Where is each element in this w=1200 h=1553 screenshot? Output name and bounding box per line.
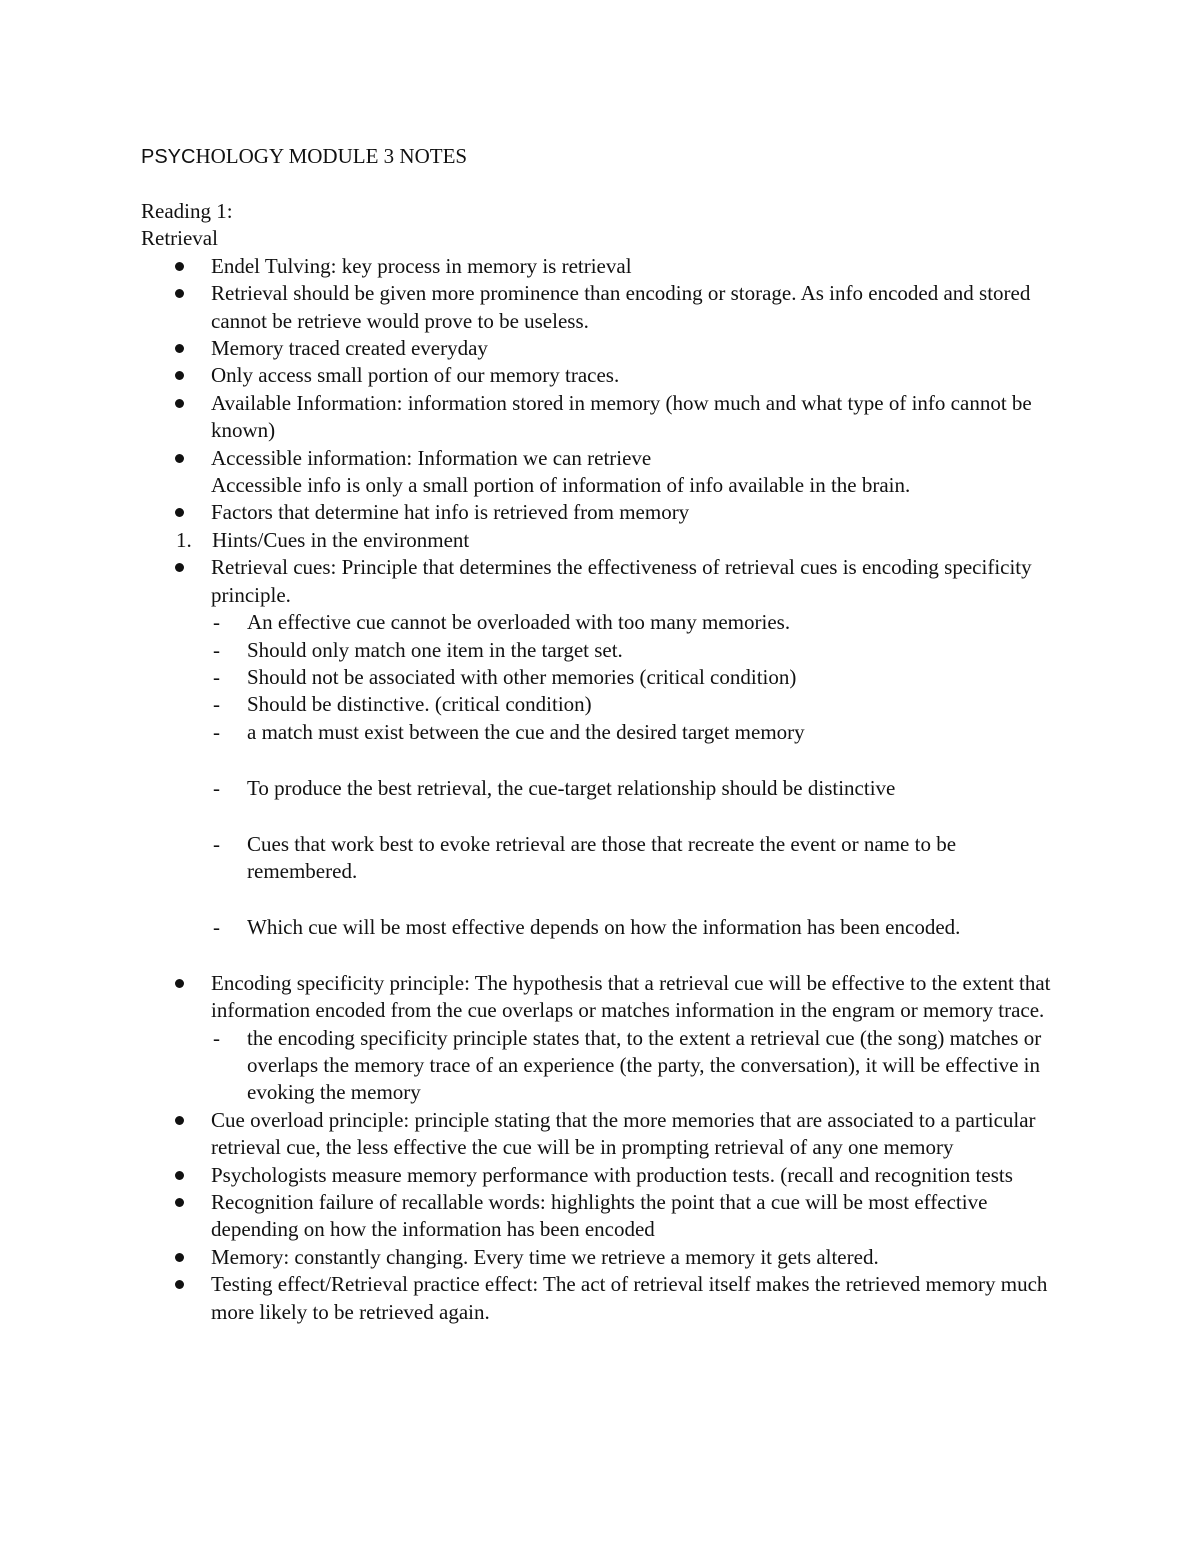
numbered-list (141, 527, 1071, 554)
bullet-list (141, 253, 1071, 1326)
bullet-item (141, 1271, 1071, 1326)
dash-text: Should only match one item in the target set. (247, 637, 623, 662)
bullet-text: Endel Tulving: key process in memory is retrieval (211, 253, 632, 278)
bullet-text: Psychologists measure memory performance with production tests. (recall and recognition tests (211, 1162, 1013, 1187)
dash-marker: - (213, 610, 220, 635)
title-rest: HOLOGY MODULE 3 NOTES (195, 144, 468, 168)
bullet-icon (175, 1253, 184, 1262)
title-lead: PSYC (141, 146, 196, 168)
bullet-text: Available Information: information stored in memory (how much and what type of info cannot be known) (211, 390, 1032, 443)
section-heading: Retrieval (141, 226, 218, 251)
document-page (141, 143, 1071, 1326)
dash-marker: - (213, 692, 220, 717)
bullet-text: Retrieval should be given more prominence than encoding or storage. As info encoded and stored cannot be retrieve would prove to be useless. (211, 281, 1031, 333)
bullet-text: Memory traced created everyday (211, 336, 488, 361)
bullet-item (141, 335, 1071, 362)
reading-heading: Reading 1: (141, 199, 233, 223)
bullet-item (141, 280, 1071, 335)
bullet-icon (175, 508, 184, 517)
bullet-icon (175, 371, 184, 380)
bullet-item (141, 1162, 1071, 1189)
numbered-text: Hints/Cues in the environment (212, 527, 470, 552)
dash-marker: - (213, 1025, 220, 1050)
spacer (141, 171, 1071, 198)
bullet-text: Retrieval cues: Principle that determines the effectiveness of retrieval cues is encoding specificity principle. (211, 555, 1032, 607)
dash-marker: - (213, 719, 220, 744)
bullet-item (141, 499, 1071, 554)
bullet-item (141, 970, 1071, 1107)
bullet-icon (175, 1280, 184, 1289)
bullet-item (141, 1189, 1071, 1244)
bullet-text: Only access small portion of our memory traces. (211, 363, 620, 388)
dash-item (211, 719, 1071, 746)
bullet-item (141, 362, 1071, 389)
bullet-item (141, 390, 1071, 445)
bullet-text: Encoding specificity principle: The hypothesis that a retrieval cue will be effective to the extent that information encoded from the cue overlaps or matches information in the engram or memory trace. (211, 970, 1051, 1023)
bullet-icon (175, 454, 184, 463)
bullet-icon (175, 1171, 184, 1180)
bullet-text: Recognition failure of recallable words: highlights the point that a cue will be most effective depending on how the information has been encoded (211, 1190, 988, 1242)
dash-item (211, 609, 1071, 636)
bullet-icon (175, 979, 184, 988)
dash-marker: - (213, 775, 220, 800)
dash-text: Which cue will be most effective depends on how the information has been encoded. (247, 914, 961, 939)
bullet-icon (175, 344, 184, 353)
dash-marker: - (213, 637, 220, 662)
bullet-icon (175, 262, 184, 271)
bullet-icon (175, 563, 184, 572)
bullet-text: Testing effect/Retrieval practice effect: The act of retrieval itself makes the retrieved memory much more likely to be retrieved again. (211, 1272, 1048, 1324)
bullet-text: Accessible information: Information we can retrieve (211, 445, 652, 470)
dash-item (211, 691, 1071, 718)
bullet-item (141, 1244, 1071, 1271)
dash-marker: - (213, 831, 220, 856)
dash-item (211, 1025, 1071, 1107)
dash-text: An effective cue cannot be overloaded with too many memories. (247, 610, 791, 635)
dash-list (211, 609, 1071, 941)
dash-marker: - (213, 664, 220, 689)
list-number: 1. (176, 527, 192, 552)
dash-text: Should be distinctive. (critical condition) (247, 692, 592, 717)
bullet-icon (175, 1198, 184, 1207)
bullet-continuation: Accessible info is only a small portion of information of info available in the brain. (211, 473, 911, 498)
dash-item (211, 775, 1071, 802)
bullet-text: Memory: constantly changing. Every time we retrieve a memory it gets altered. (211, 1244, 879, 1269)
page-title (141, 143, 1071, 171)
dash-item (211, 664, 1071, 691)
dash-text: Should not be associated with other memories (critical condition) (247, 664, 797, 689)
dash-text: To produce the best retrieval, the cue-target relationship should be distinctive (247, 775, 896, 800)
bullet-icon (175, 399, 184, 408)
bullet-item (141, 445, 1071, 500)
bullet-item (141, 1107, 1071, 1162)
dash-item (211, 831, 1071, 886)
dash-item (211, 637, 1071, 664)
bullet-text: Cue overload principle: principle stating that the more memories that are associated to a particular retrieval cue, the less effective the cue will be in prompting retrieval of any one memory (211, 1107, 1036, 1160)
dash-text: the encoding specificity principle states that, to the extent a retrieval cue (the song) matches or overlaps the memory trace of an experience (the party, the conversation), it will be effective in evoking the memory (247, 1025, 1042, 1105)
numbered-item (141, 527, 1071, 554)
dash-text: Cues that work best to evoke retrieval are those that recreate the event or name to be remembered. (247, 831, 957, 883)
dash-item (211, 914, 1071, 941)
bullet-item (141, 554, 1071, 941)
bullet-item (141, 253, 1071, 280)
bullet-text: Factors that determine hat info is retrieved from memory (211, 500, 690, 525)
bullet-icon (175, 1116, 184, 1125)
dash-list (211, 1025, 1071, 1107)
dash-text: a match must exist between the cue and the desired target memory (247, 719, 805, 744)
dash-marker: - (213, 914, 220, 939)
bullet-icon (175, 289, 184, 298)
